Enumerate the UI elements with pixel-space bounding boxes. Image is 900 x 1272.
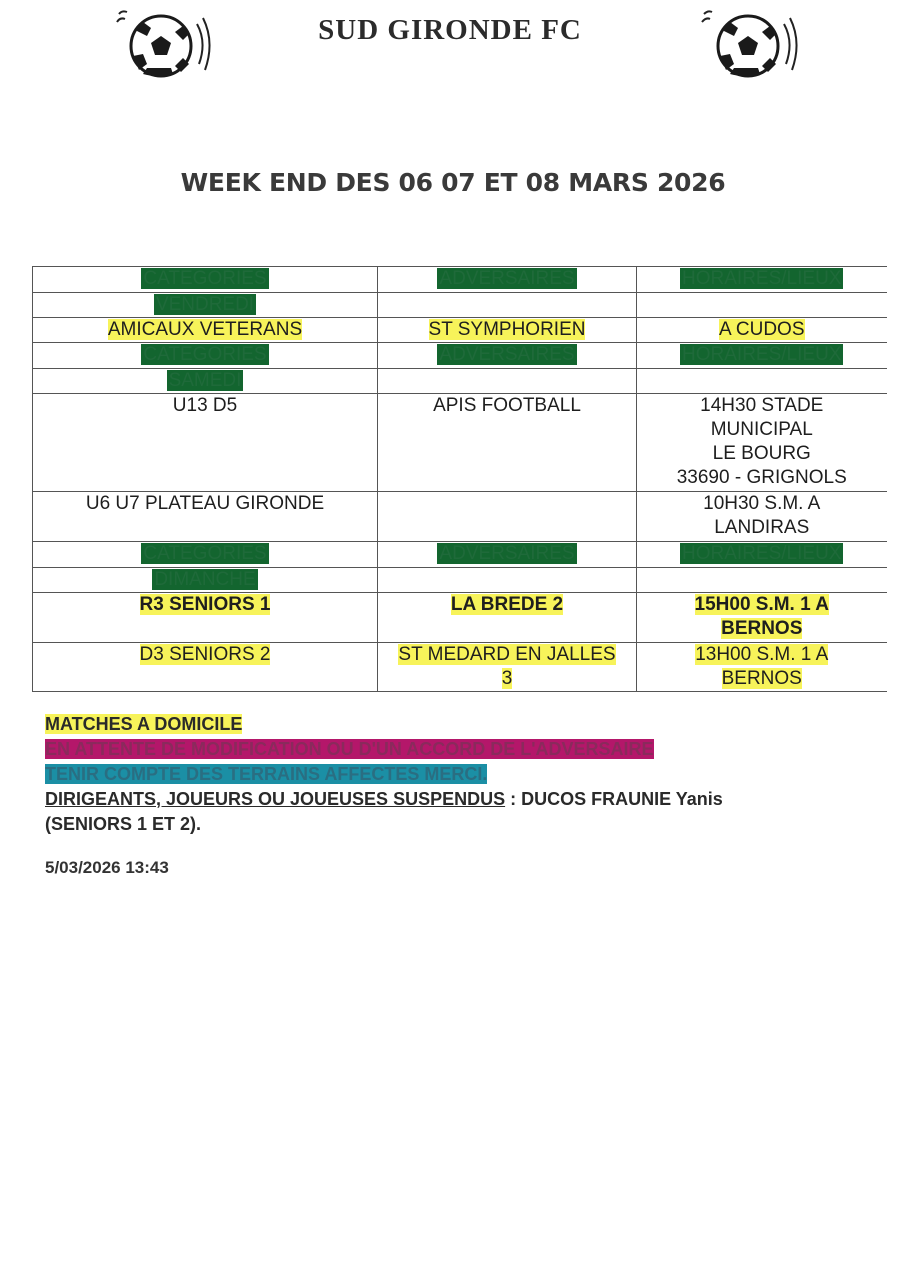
header-cell-adversaires: ADVERSAIRES: [378, 542, 637, 568]
opponent-cell: [378, 492, 637, 542]
opponent-cell: APIS FOOTBALL: [378, 394, 637, 492]
header-cell-categories: CATEGORIES: [33, 343, 378, 369]
header-cell-categories: CATEGORIES: [33, 542, 378, 568]
timestamp: 5/03/2026 13:43: [45, 858, 169, 877]
suspended-value-2: (SENIORS 1 ET 2).: [45, 814, 202, 834]
header-cell-adversaires: ADVERSAIRES: [378, 267, 637, 293]
day-label: SAMEDI: [33, 369, 378, 394]
place-cell: 14H30 STADE MUNICIPAL LE BOURG 33690 - GRIGNOLS: [637, 394, 887, 492]
day-label: DIMANCHE: [33, 568, 378, 593]
category-cell: R3 SENIORS 1: [33, 593, 378, 643]
day-row: [33, 293, 887, 318]
category-cell: U13 D5: [33, 394, 378, 492]
header-row: [33, 343, 887, 369]
legend-home: MATCHES A DOMICILE: [45, 714, 243, 734]
suspended-value: : DUCOS FRAUNIE Yanis: [505, 789, 723, 809]
legend: [45, 712, 875, 837]
category-cell: D3 SENIORS 2: [33, 643, 378, 692]
table-row: [33, 394, 887, 492]
day-row: [33, 369, 887, 394]
suspended-label: DIRIGEANTS, JOUEURS OU JOUEUSES SUSPENDUS: [45, 789, 506, 809]
legend-pending: EN ATTENTE DE MODIFICATION OU D'UN ACCORD DE L'ADVERSAIRE: [45, 739, 654, 759]
place-cell: 10H30 S.M. A LANDIRAS: [637, 492, 887, 542]
day-label: VENDREDI: [33, 293, 378, 318]
header-row: [33, 267, 887, 293]
club-name: SUD GIRONDE FC: [318, 14, 582, 46]
table-row: [33, 318, 887, 343]
header-cell-horaires: HORAIRES/LIEUX: [637, 542, 887, 568]
header-cell-horaires: HORAIRES/LIEUX: [637, 343, 887, 369]
place-cell: 13H00 S.M. 1 A BERNOS: [637, 643, 887, 692]
table-row: [33, 643, 887, 692]
table-row: [33, 492, 887, 542]
header-cell-horaires: HORAIRES/LIEUX: [637, 267, 887, 293]
place-cell: 15H00 S.M. 1 A BERNOS: [637, 593, 887, 643]
opponent-cell: ST MEDARD EN JALLES 3: [378, 643, 637, 692]
header-cell-adversaires: ADVERSAIRES: [378, 343, 637, 369]
page-title: WEEK END DES 06 07 ET 08 MARS 2026: [180, 168, 726, 197]
schedule-table: [32, 266, 887, 692]
legend-fields: TENIR COMPTE DES TERRAINS AFFECTES MERCI.: [45, 764, 488, 784]
category-cell: U6 U7 PLATEAU GIRONDE: [33, 492, 378, 542]
header-row: [33, 542, 887, 568]
table-row: [33, 593, 887, 643]
category-cell: AMICAUX VETERANS: [33, 318, 378, 343]
opponent-cell: ST SYMPHORIEN: [378, 318, 637, 343]
header-cell-categories: CATEGORIES: [33, 267, 378, 293]
opponent-cell: LA BREDE 2: [378, 593, 637, 643]
day-row: [33, 568, 887, 593]
place-cell: A CUDOS: [637, 318, 887, 343]
